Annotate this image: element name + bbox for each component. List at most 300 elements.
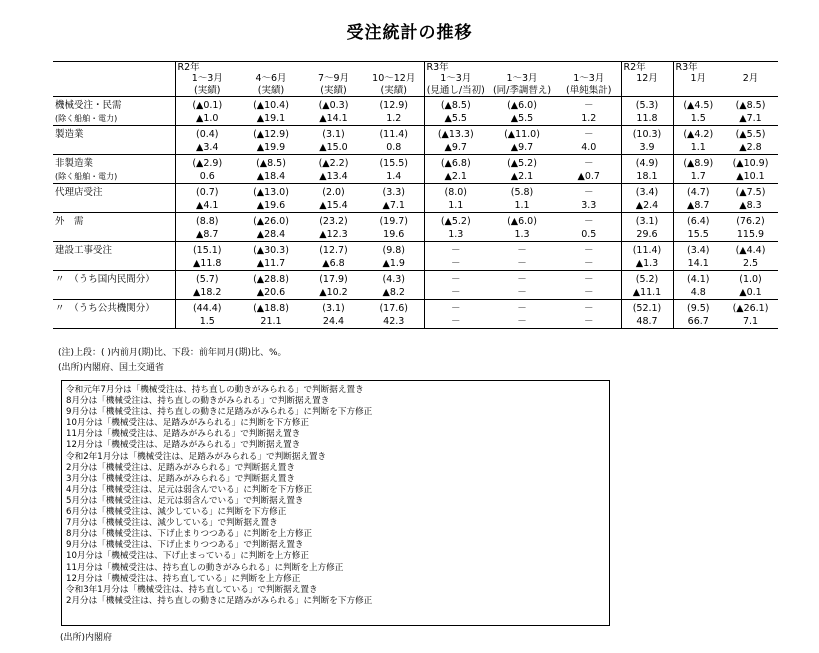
year-over-year-value: 1.2 (581, 112, 597, 124)
year-over-year-value: ▲5.5 (444, 112, 467, 124)
month-over-month-value: － (450, 273, 461, 285)
row-label-main: 外 需 (55, 215, 84, 227)
assessment-line: 10月分は「機械受注は、足踏みがみられる」に判断を下方修正 (66, 418, 309, 429)
data-cell (723, 270, 778, 299)
year-over-year-value: 19.6 (383, 228, 405, 240)
year-over-year-value: ▲2.4 (635, 199, 659, 211)
year-over-year-value: 1.3 (448, 228, 464, 240)
year-over-year-value: 1.3 (514, 228, 530, 240)
data-cell (364, 241, 424, 270)
month-over-month-value: (4.3) (382, 273, 406, 285)
period-note: (実績) (364, 85, 424, 97)
year-over-year-value: 1.1 (690, 141, 706, 153)
table-source: (出所)内閣府、国土交通省 (58, 363, 165, 373)
data-cell (424, 270, 487, 299)
row-label-main: 代理店受注 (55, 186, 103, 198)
year-over-year-value: ▲14.1 (319, 112, 348, 124)
year-over-year-value: ▲2.8 (739, 141, 762, 153)
assessment-line: 7月分は「機械受注は、減少している」で判断据え置き (66, 518, 278, 529)
year-over-year-value: ▲6.8 (322, 257, 345, 269)
data-cell (557, 241, 621, 270)
month-over-month-value: (▲2.9) (192, 157, 223, 169)
year-over-year-value: 11.8 (636, 112, 658, 124)
month-over-month-value: (0.4) (195, 128, 219, 140)
month-over-month-value: (5.7) (195, 273, 219, 285)
period-note (621, 85, 673, 97)
period-note: (実績) (175, 85, 239, 97)
data-cell (723, 241, 778, 270)
data-cell (424, 299, 487, 328)
page-title: 受注統計の推移 (346, 23, 473, 43)
data-cell (557, 154, 621, 183)
month-over-month-value: (17.6) (379, 302, 409, 314)
month-over-month-value: (▲4.2) (683, 128, 714, 140)
period-label: 1月 (673, 73, 723, 84)
month-over-month-value: － (583, 273, 594, 285)
data-cell (621, 270, 673, 299)
assessment-line: 2月分は「機械受注は、足踏みがみられる」で判断据え置き (66, 462, 295, 473)
row-label-main: 機械受注・民需 (55, 99, 122, 111)
month-over-month-value: (76.2) (736, 215, 765, 227)
header-r2-year: R2年 (175, 62, 239, 74)
month-over-month-value: － (583, 128, 594, 140)
table-row (53, 125, 778, 154)
header-row-note (53, 85, 778, 97)
data-cell (487, 183, 557, 212)
row-label (53, 154, 175, 183)
month-over-month-value: (▲13.0) (253, 186, 289, 198)
year-over-year-value: ▲8.7 (687, 199, 710, 211)
month-over-month-value: (4.9) (635, 157, 659, 169)
year-over-year-value: ▲8.7 (196, 228, 219, 240)
row-label (53, 96, 175, 125)
month-over-month-value: (▲5.2) (507, 157, 537, 169)
data-cell (364, 212, 424, 241)
month-over-month-value: (3.4) (635, 186, 659, 198)
month-over-month-value: (▲5.2) (440, 215, 471, 227)
month-over-month-value: (▲8.9) (683, 157, 714, 169)
year-over-year-value: 4.0 (581, 141, 597, 153)
data-cell (557, 96, 621, 125)
assessment-line: 5月分は「機械受注は、足元は弱含んでいる」で判断据え置き (66, 495, 304, 506)
year-over-year-value: ▲7.1 (739, 112, 762, 124)
data-cell (673, 125, 723, 154)
month-over-month-value: (15.5) (379, 157, 409, 169)
row-label-main: 〃 （うち国内民間分） (55, 273, 155, 285)
month-over-month-value: (11.4) (379, 128, 409, 140)
month-over-month-value: (4.1) (686, 273, 710, 285)
year-over-year-value: 18.1 (636, 170, 658, 182)
data-cell (303, 183, 364, 212)
data-cell (239, 299, 303, 328)
month-over-month-value: (8.8) (195, 215, 219, 227)
header-r3-year: R3年 (424, 62, 487, 74)
data-cell (175, 183, 239, 212)
year-over-year-value: ▲3.4 (196, 141, 219, 153)
year-over-year-value: － (583, 286, 594, 298)
header-corner (53, 62, 175, 74)
assessment-line: 11月分は「機械受注は、足踏みがみられる」で判断据え置き (66, 429, 301, 440)
year-over-year-value: ▲15.4 (319, 199, 348, 211)
year-over-year-value: ▲18.4 (256, 170, 286, 182)
period-note (723, 85, 778, 97)
month-over-month-value: (5.8) (510, 186, 534, 198)
month-over-month-value: － (450, 244, 461, 256)
month-over-month-value: (▲6.8) (440, 157, 471, 169)
data-cell (673, 96, 723, 125)
year-over-year-value: 4.8 (690, 286, 706, 298)
data-cell (364, 125, 424, 154)
assessment-history-box (61, 380, 610, 626)
period-note: (単純集計) (557, 85, 621, 97)
month-over-month-value: － (450, 302, 461, 314)
month-over-month-value: (▲0.1) (192, 99, 223, 111)
data-cell (487, 154, 557, 183)
month-over-month-value: (5.2) (635, 273, 659, 285)
month-over-month-value: (12.7) (319, 244, 348, 256)
year-over-year-value: ▲20.6 (256, 286, 286, 298)
year-over-year-value: 1.5 (199, 315, 215, 327)
month-over-month-value: (3.3) (382, 186, 406, 198)
month-over-month-value: (23.2) (319, 215, 348, 227)
period-label: 2月 (742, 73, 759, 85)
data-cell (303, 270, 364, 299)
row-label (53, 299, 175, 328)
year-over-year-value: 115.9 (736, 228, 765, 240)
month-over-month-value: (0.7) (195, 186, 219, 198)
year-over-year-value: 0.6 (199, 170, 215, 182)
month-over-month-value: (▲12.9) (253, 128, 289, 140)
year-over-year-value: 15.5 (687, 228, 709, 240)
year-over-year-value: 24.4 (322, 315, 345, 327)
data-cell (621, 241, 673, 270)
month-over-month-value: (44.4) (192, 302, 222, 314)
table-row (53, 154, 778, 183)
table-row (53, 212, 778, 241)
month-over-month-value: (17.9) (319, 273, 348, 285)
assessment-line: 4月分は「機械受注は、足元は弱含んでいる」に判断を下方修正 (66, 484, 313, 495)
month-over-month-value: (▲5.5) (735, 128, 766, 140)
data-cell (175, 270, 239, 299)
period-note: (実績) (303, 85, 364, 97)
period-label: 1～3月 (175, 73, 239, 84)
table-row (53, 96, 778, 125)
year-over-year-value: ▲5.5 (510, 112, 534, 124)
data-cell (303, 299, 364, 328)
month-over-month-value: (▲6.0) (507, 99, 537, 111)
year-over-year-value: ▲19.1 (256, 112, 286, 124)
year-over-year-value: ▲19.9 (256, 141, 286, 153)
month-over-month-value: (4.7) (686, 186, 710, 198)
month-over-month-value: (3.1) (322, 302, 345, 314)
month-over-month-value: (12.9) (379, 99, 409, 111)
row-label (53, 125, 175, 154)
month-over-month-value: (▲2.2) (318, 157, 349, 169)
year-over-year-value: － (450, 286, 461, 298)
assessment-line: 8月分は「機械受注は、下げ止まりつつある」に判断を上方修正 (66, 529, 313, 540)
data-cell (673, 183, 723, 212)
month-over-month-value: － (583, 157, 594, 169)
data-cell (303, 212, 364, 241)
assessment-line: 9月分は「機械受注は、持ち直しの動きに足踏みがみられる」に判断を下方修正 (66, 407, 373, 418)
period-label: 12月 (621, 73, 673, 84)
month-over-month-value: (▲0.3) (318, 99, 349, 111)
year-over-year-value: ▲9.7 (510, 141, 534, 153)
data-cell (673, 241, 723, 270)
data-cell (557, 299, 621, 328)
row-label (53, 241, 175, 270)
table-row (53, 270, 778, 299)
row-label (53, 270, 175, 299)
assessment-line: 9月分は「機械受注は、下げ止まりつつある」で判断据え置き (66, 540, 304, 551)
month-over-month-value: (▲30.3) (253, 244, 289, 256)
header-r3-month-year: R3年 (673, 62, 723, 74)
data-cell (621, 96, 673, 125)
year-over-year-value: ▲11.8 (193, 257, 222, 269)
month-over-month-value: (▲10.9) (732, 157, 769, 169)
year-over-year-value: 1.5 (690, 112, 706, 124)
year-over-year-value: 7.1 (742, 315, 759, 327)
table-row (53, 299, 778, 328)
data-cell (239, 270, 303, 299)
period-note: (実績) (239, 85, 303, 97)
data-cell (723, 96, 778, 125)
month-over-month-value: (▲13.3) (437, 128, 474, 140)
year-over-year-value: 3.3 (581, 199, 597, 211)
data-cell (487, 299, 557, 328)
year-over-year-value: ▲8.2 (382, 286, 405, 298)
row-label-sub: (除く船舶・電力) (55, 171, 118, 181)
month-over-month-value: (2.0) (322, 186, 345, 198)
year-over-year-value: ▲11.1 (632, 286, 662, 298)
year-over-year-value: － (450, 315, 461, 327)
data-cell (621, 125, 673, 154)
row-label (53, 212, 175, 241)
month-over-month-value: － (583, 244, 594, 256)
data-cell (487, 125, 557, 154)
year-over-year-value: － (583, 257, 594, 269)
row-label-main: 非製造業 (55, 157, 94, 169)
year-over-year-value: 1.2 (386, 112, 402, 124)
period-note: (見通し/当初) (424, 85, 487, 97)
assessment-line: 12月分は「機械受注は、持ち直している」に判断を上方修正 (66, 573, 301, 584)
assessment-line: 令和元年7月分は「機械受注は、持ち直しの動きがみられる」で判断据え置き (66, 385, 364, 395)
period-label: 1～3月 (424, 73, 487, 84)
statistics-table (53, 61, 778, 329)
data-cell (239, 154, 303, 183)
row-label-main: 建設工事受注 (55, 244, 113, 256)
month-over-month-value: (5.3) (635, 99, 659, 111)
month-over-month-value: － (583, 302, 594, 314)
data-cell (723, 212, 778, 241)
data-cell (673, 154, 723, 183)
data-cell (557, 183, 621, 212)
month-over-month-value: (▲26.0) (253, 215, 289, 227)
month-over-month-value: (▲4.4) (735, 244, 766, 256)
data-cell (239, 183, 303, 212)
month-over-month-value: － (517, 244, 527, 256)
data-cell (175, 299, 239, 328)
month-over-month-value: (▲10.4) (253, 99, 289, 111)
year-over-year-value: 29.6 (636, 228, 658, 240)
data-cell (424, 96, 487, 125)
year-over-year-value: 2.5 (742, 257, 759, 269)
year-over-year-value: 1.1 (448, 199, 464, 211)
month-over-month-value: (19.7) (379, 215, 409, 227)
assessment-line: 3月分は「機械受注は、足踏みがみられる」で判断据え置き (66, 473, 295, 484)
month-over-month-value: (15.1) (192, 244, 222, 256)
data-cell (303, 241, 364, 270)
year-over-year-value: ▲0.1 (739, 286, 762, 298)
year-over-year-value: ▲10.2 (319, 286, 348, 298)
month-over-month-value: － (517, 273, 527, 285)
period-label: 4～6月 (255, 73, 287, 85)
month-over-month-value: (9.5) (686, 302, 710, 314)
month-over-month-value: (3.4) (686, 244, 710, 256)
data-cell (364, 183, 424, 212)
assessment-line: 令和2年1月分は「機械受注は、足踏みがみられる」で判断据え置き (66, 451, 327, 462)
data-cell (364, 96, 424, 125)
data-cell (424, 154, 487, 183)
data-cell (303, 154, 364, 183)
data-cell (557, 125, 621, 154)
month-over-month-value: (3.1) (635, 215, 659, 227)
month-over-month-value: － (583, 215, 594, 227)
box-source: (出所)内閣府 (60, 633, 113, 643)
year-over-year-value: ▲19.6 (256, 199, 286, 211)
data-cell (487, 270, 557, 299)
month-over-month-value: (▲8.5) (735, 99, 766, 111)
assessment-line: 2月分は「機械受注は、持ち直しの動きに足踏みがみられる」に判断を下方修正 (66, 595, 373, 606)
year-over-year-value: ▲2.1 (510, 170, 534, 182)
year-over-year-value: 42.3 (383, 315, 405, 327)
data-cell (557, 212, 621, 241)
data-cell (424, 183, 487, 212)
year-over-year-value: ▲13.4 (319, 170, 348, 182)
row-label (53, 183, 175, 212)
month-over-month-value: (▲6.0) (507, 215, 537, 227)
year-over-year-value: 66.7 (687, 315, 709, 327)
data-cell (303, 96, 364, 125)
data-cell (487, 96, 557, 125)
year-over-year-value: 21.1 (260, 315, 282, 327)
year-over-year-value: 3.9 (639, 141, 655, 153)
data-cell (673, 299, 723, 328)
header-r2-month-year: R2年 (621, 62, 673, 74)
row-label-main: 〃 （うち公共機関分） (55, 302, 155, 314)
data-cell (239, 125, 303, 154)
data-cell (175, 96, 239, 125)
data-cell (303, 125, 364, 154)
year-over-year-value: ▲4.1 (196, 199, 219, 211)
month-over-month-value: (▲4.5) (683, 99, 714, 111)
period-note: (同/季調替え) (487, 85, 557, 97)
year-over-year-value: － (583, 315, 594, 327)
data-cell (239, 241, 303, 270)
year-over-year-value: ▲9.7 (444, 141, 467, 153)
period-label: 1～3月 (573, 73, 605, 85)
year-over-year-value: ▲1.0 (196, 112, 219, 124)
data-cell (424, 125, 487, 154)
month-over-month-value: (▲8.5) (440, 99, 471, 111)
year-over-year-value: ▲8.3 (739, 199, 762, 211)
data-cell (424, 241, 487, 270)
assessment-line: 令和3年1月分は「機械受注は、持ち直している」で判断据え置き (66, 584, 318, 595)
month-over-month-value: (6.4) (686, 215, 710, 227)
month-over-month-value: (▲28.8) (253, 273, 289, 285)
data-cell (424, 212, 487, 241)
assessment-line: 10月分は「機械受注は、下げ止まっている」に判断を上方修正 (66, 551, 309, 562)
period-note (673, 85, 723, 97)
data-cell (673, 270, 723, 299)
year-over-year-value: － (450, 257, 461, 269)
data-cell (723, 183, 778, 212)
data-cell (175, 212, 239, 241)
year-over-year-value: ▲10.1 (736, 170, 765, 182)
year-over-year-value: ▲1.9 (382, 257, 405, 269)
month-over-month-value: (▲18.8) (253, 302, 289, 314)
data-cell (673, 212, 723, 241)
data-cell (364, 270, 424, 299)
data-cell (239, 96, 303, 125)
year-over-year-value: － (517, 257, 527, 269)
data-cell (723, 125, 778, 154)
year-over-year-value: 1.1 (514, 199, 530, 211)
period-label: 1～3月 (506, 73, 538, 85)
data-cell (621, 154, 673, 183)
year-over-year-value: 0.5 (581, 228, 597, 240)
month-over-month-value: (8.0) (444, 186, 468, 198)
data-cell (487, 241, 557, 270)
header-row-year (53, 62, 778, 74)
year-over-year-value: ▲7.1 (382, 199, 405, 211)
data-cell (621, 183, 673, 212)
year-over-year-value: 1.4 (386, 170, 402, 182)
month-over-month-value: (▲7.5) (735, 186, 766, 198)
month-over-month-value: (9.8) (382, 244, 406, 256)
period-label: 10～12月 (372, 73, 416, 85)
year-over-year-value: － (517, 315, 527, 327)
year-over-year-value: ▲12.3 (319, 228, 348, 240)
year-over-year-value: 0.8 (386, 141, 402, 153)
period-label: 7～9月 (317, 73, 350, 85)
data-cell (557, 270, 621, 299)
year-over-year-value: 14.1 (687, 257, 709, 269)
month-over-month-value: (▲11.0) (504, 128, 540, 140)
month-over-month-value: － (517, 302, 527, 314)
month-over-month-value: (1.0) (739, 273, 762, 285)
assessment-line: 11月分は「機械受注は、持ち直しの動きがみられる」に判断を上方修正 (66, 562, 344, 573)
month-over-month-value: (11.4) (632, 244, 662, 256)
data-cell (723, 154, 778, 183)
data-cell (487, 212, 557, 241)
data-cell (175, 125, 239, 154)
data-cell (175, 241, 239, 270)
data-cell (239, 212, 303, 241)
data-cell (175, 154, 239, 183)
year-over-year-value: 1.7 (690, 170, 706, 182)
month-over-month-value: － (583, 186, 594, 198)
year-over-year-value: 48.7 (636, 315, 658, 327)
data-cell (364, 154, 424, 183)
assessment-line: 8月分は「機械受注は、持ち直しの動きがみられる」で判断据え置き (66, 396, 330, 407)
year-over-year-value: ▲28.4 (256, 228, 286, 240)
year-over-year-value: ▲18.2 (193, 286, 222, 298)
month-over-month-value: － (583, 99, 594, 111)
month-over-month-value: (3.1) (322, 128, 345, 140)
header-row-period (53, 73, 778, 84)
year-over-year-value: ▲1.3 (635, 257, 659, 269)
